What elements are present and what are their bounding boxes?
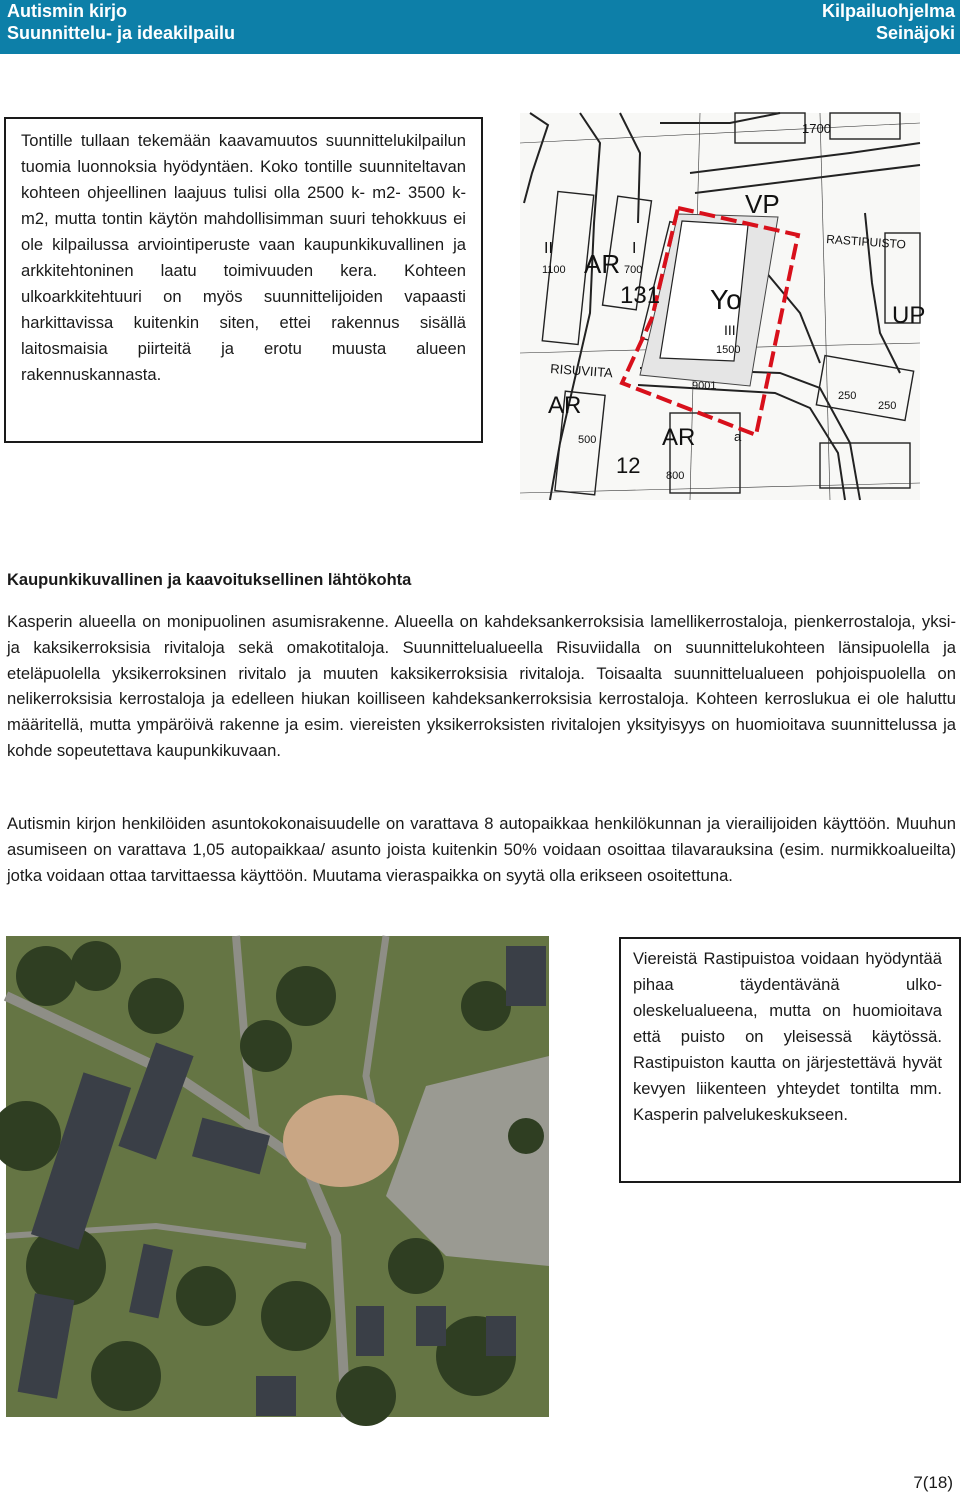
header-location: Seinäjoki: [875, 23, 955, 43]
map-label-iii: III: [724, 322, 736, 338]
intro-paragraph: Tontille tullaan tekemään kaavamuutos suunnittelukilpailun tuomia luonnoksia hyödyntäen. Koko tontille suunniteltavan kohteen ohjeellinen laajuus tulisi olla 2500 k- m2- 3500 k-m2, mutta tontin käytön mahdollisimman suuri tehokkuus ei ole kilpailussa arviointiperuste vaan kaupunkikuvallinen ja arkkitehtoninen laatu toimivuuden kera. Kohteen ulkoarkkitehtuuri on myös suunnittelijoiden vapaasti harkittavissa kuitenkin siten, ettei rakennus sisällä laitosmaisia piirteitä ja erotu muusta alueen rakennuskannasta.: [21, 131, 466, 384]
page-header: [0, 0, 960, 54]
map-label-700: 700: [624, 264, 643, 276]
urban-planning-heading: Kaupunkikuvallinen ja kaavoituksellinen lähtökohta: [7, 571, 412, 589]
map-label-street-rastipuisto: RASTIPUISTO: [825, 232, 907, 252]
map-label-yo: Yo: [710, 284, 742, 315]
header-title: Autismin kirjo: [7, 1, 128, 21]
aerial-photo: [6, 936, 549, 1417]
urban-planning-section: [7, 569, 956, 764]
map-label-ii-1: II: [544, 240, 553, 257]
map-label-ar-1: AR: [584, 249, 621, 279]
map-label-1700: 1700: [802, 121, 831, 136]
map-label-131: 131: [620, 282, 661, 309]
map-label-i-1: I: [632, 240, 637, 257]
map-label-12: 12: [616, 453, 641, 478]
map-label-250-2: 250: [878, 400, 897, 412]
map-label-street-risuviita: RISUVIITA: [549, 361, 614, 381]
park-note-box: [619, 937, 961, 1183]
map-label-ar-2: AR: [548, 392, 582, 419]
map-label-vp: VP: [745, 189, 780, 219]
parking-paragraph: Autismin kirjon henkilöiden asuntokokonaisuudelle on varattava 8 autopaikkaa henkilökunnan ja vierailijoiden käyttöön. Muuhun asumiseen on varattava 1,05 autopaikkaa/ asunto joista kuitenkin 50% voidaan osoittaa tilavarauksina (esim. nurmikkoalueilta) jotka voidaan ottaa tarvittaessa käyttöön. Muutama vieraspaikka on syytä olla erikseen osoitettuna.: [7, 814, 956, 885]
map-label-800: 800: [666, 470, 685, 482]
zoning-map: [520, 113, 926, 500]
zoning-map-drawing: [520, 113, 926, 500]
map-label-1500: 1500: [716, 344, 741, 356]
map-label-9001: 9001: [692, 380, 717, 392]
intro-text-box: [4, 117, 483, 443]
header-doc-title: Kilpailuohjelma: [821, 1, 955, 21]
urban-planning-paragraph: Kasperin alueella on monipuolinen asumisrakenne. Alueella on kahdeksankerroksisia lamellikerrostaloja, pienkerrostaloja, yksi- ja kaksikerroksisia rivitaloja sekä omakotitaloja. Suunnittelualueella Risuviidalla on suunnittelukohteen länsipuolella ja eteläpuolella yksikerroksinen rivitalo ja muuten kaksikerroksisia rivitaloja. Toisaalta suunnittelualueen pohjoispuolella on nelikerroksisia kerrostaloja ja edelleen hiukan koilliseen kahdeksankerroksisia kerrostaloja. Kohteen kerroslukua ei ole haluttu määritellä, mutta ympäröivä rakenne ja esim. viereisten yksikerroksisten rivitalojen yksityisyys on huomioitava suunnittelussa ja kohde sopeutettava kaupunkikuvaan.: [7, 612, 956, 760]
park-note-paragraph: Viereistä Rastipuistoa voidaan hyödyntää pihaa täydentävänä ulko-oleskelualueena, mutta on huomioitava että puisto on yleisessä käytössä. Rastipuiston kautta on järjestettävä hyvät kevyen liikenteen yhteydet tontilta mm. Kasperin palvelukeskukseen.: [633, 949, 942, 1124]
page-number: 7(18): [913, 1473, 953, 1492]
map-label-ar-3: AR: [662, 424, 696, 451]
header-subtitle: Suunnittelu- ja ideakilpailu: [7, 23, 236, 43]
parking-section: [7, 811, 956, 888]
map-label-a: a: [734, 429, 742, 444]
map-label-1100: 1100: [542, 264, 566, 276]
aerial-photo-drawing: [6, 936, 549, 1417]
map-label-500: 500: [578, 434, 597, 446]
map-label-250-1: 250: [838, 390, 857, 402]
map-label-up: UP: [892, 302, 926, 329]
